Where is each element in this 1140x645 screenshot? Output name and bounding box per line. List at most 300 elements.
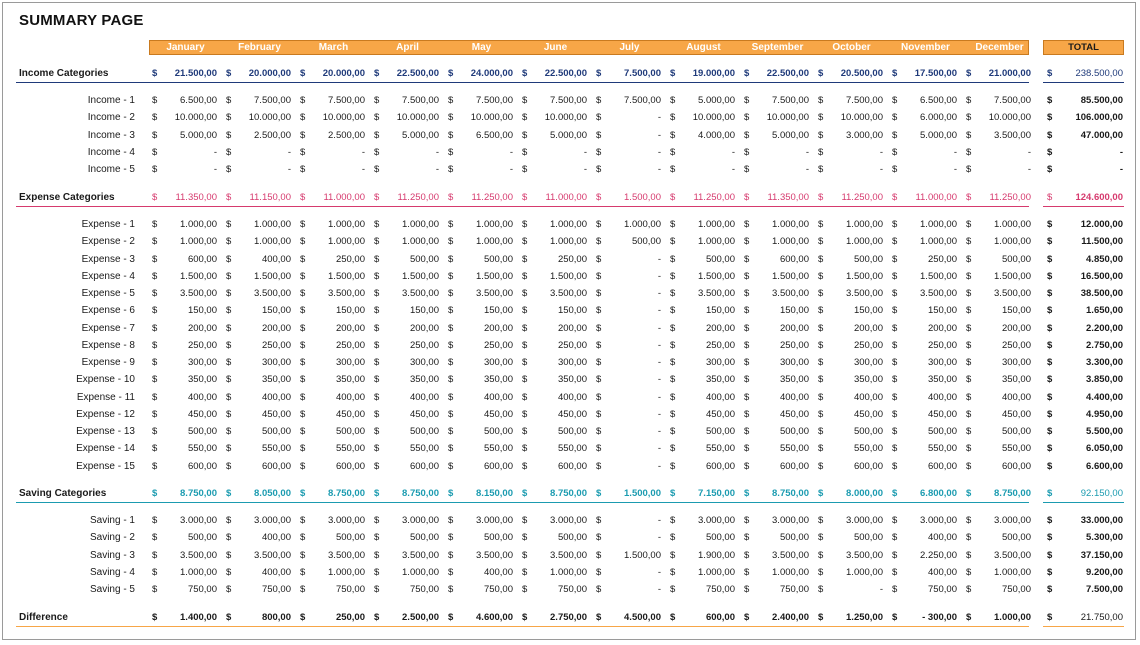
total-cell[interactable]: 33.000,00 — [1080, 515, 1123, 526]
total-cell[interactable]: - — [1119, 164, 1123, 175]
cell-october[interactable]: 8.000,00 — [846, 488, 883, 499]
cell-january[interactable]: 21.500,00 — [174, 68, 217, 79]
total-cell[interactable]: 21.750,00 — [1080, 612, 1123, 623]
cell-january[interactable]: 1.000,00 — [180, 236, 217, 248]
cell-may[interactable]: 550,00 — [483, 443, 513, 455]
cell-october[interactable]: 350,00 — [853, 374, 883, 386]
cell-march[interactable]: 3.000,00 — [328, 515, 365, 526]
cell-march[interactable]: 7.500,00 — [328, 95, 365, 106]
total-cell[interactable]: 11.500,00 — [1081, 236, 1123, 248]
cell-april[interactable]: 300,00 — [409, 357, 439, 368]
cell-may[interactable]: 1.500,00 — [476, 270, 513, 282]
total-cell[interactable]: 3.850,00 — [1086, 374, 1123, 386]
cell-october[interactable]: 250,00 — [853, 339, 883, 351]
cell-august[interactable]: 500,00 — [705, 253, 735, 265]
cell-june[interactable]: 250,00 — [557, 339, 587, 351]
total-cell[interactable]: 6.600,00 — [1086, 460, 1123, 472]
cell-february[interactable]: 1.000,00 — [254, 219, 291, 230]
total-cell[interactable]: 9.200,00 — [1086, 566, 1123, 578]
cell-september[interactable]: 750,00 — [779, 584, 809, 595]
cell-january[interactable]: 8.750,00 — [180, 488, 217, 499]
cell-november[interactable]: 750,00 — [927, 584, 957, 595]
cell-february[interactable]: 3.500,00 — [254, 288, 291, 299]
cell-march[interactable]: 1.500,00 — [328, 270, 365, 282]
cell-december[interactable]: 300,00 — [1001, 357, 1031, 368]
cell-november[interactable]: 400,00 — [927, 532, 957, 544]
cell-november[interactable]: 500,00 — [927, 426, 957, 437]
cell-february[interactable]: 450,00 — [261, 408, 291, 420]
cell-february[interactable]: 3.500,00 — [254, 549, 291, 561]
cell-december[interactable]: 3.500,00 — [994, 129, 1031, 141]
cell-october[interactable]: 1.000,00 — [846, 219, 883, 230]
cell-august[interactable]: 750,00 — [705, 584, 735, 595]
cell-august[interactable]: 300,00 — [705, 357, 735, 368]
cell-march[interactable]: 11.000,00 — [323, 192, 365, 203]
cell-march[interactable]: 250,00 — [335, 612, 365, 623]
cell-may[interactable]: 3.500,00 — [476, 288, 513, 299]
cell-february[interactable]: 3.000,00 — [254, 515, 291, 526]
cell-april[interactable]: 10.000,00 — [396, 112, 439, 124]
cell-may[interactable]: 500,00 — [483, 532, 513, 544]
cell-july[interactable]: 7.500,00 — [624, 68, 661, 79]
cell-september[interactable]: 1.000,00 — [772, 236, 809, 248]
cell-april[interactable]: 500,00 — [409, 532, 439, 544]
cell-january[interactable]: 3.500,00 — [180, 549, 217, 561]
cell-june[interactable]: 500,00 — [557, 532, 587, 544]
total-cell[interactable]: 37.150,00 — [1080, 549, 1123, 561]
cell-october[interactable]: 450,00 — [853, 408, 883, 420]
cell-april[interactable]: 550,00 — [409, 443, 439, 455]
cell-november[interactable]: 6.800,00 — [920, 488, 957, 499]
cell-september[interactable]: - — [805, 146, 809, 158]
cell-april[interactable]: 500,00 — [409, 253, 439, 265]
cell-january[interactable]: 350,00 — [187, 374, 217, 386]
cell-september[interactable]: 500,00 — [779, 426, 809, 437]
cell-june[interactable]: 150,00 — [557, 305, 587, 317]
cell-september[interactable]: 600,00 — [779, 460, 809, 472]
cell-august[interactable]: 5.000,00 — [698, 95, 735, 106]
cell-february[interactable]: 400,00 — [261, 566, 291, 578]
cell-august[interactable]: 350,00 — [705, 374, 735, 386]
cell-october[interactable]: 500,00 — [853, 426, 883, 437]
cell-may[interactable]: 400,00 — [483, 391, 513, 403]
cell-september[interactable]: 3.000,00 — [772, 515, 809, 526]
cell-september[interactable]: 450,00 — [779, 408, 809, 420]
cell-april[interactable]: 5.000,00 — [402, 129, 439, 141]
cell-february[interactable]: 400,00 — [261, 532, 291, 544]
cell-february[interactable]: 250,00 — [261, 339, 291, 351]
cell-january[interactable]: 200,00 — [187, 322, 217, 334]
cell-january[interactable]: - — [213, 164, 217, 175]
cell-december[interactable]: 1.000,00 — [994, 612, 1031, 623]
cell-december[interactable]: - — [1027, 164, 1031, 175]
cell-august[interactable]: 1.500,00 — [698, 270, 735, 282]
cell-june[interactable]: 750,00 — [557, 584, 587, 595]
cell-november[interactable]: 17.500,00 — [914, 68, 957, 79]
cell-july[interactable]: - — [657, 288, 661, 299]
cell-january[interactable]: 150,00 — [187, 305, 217, 317]
cell-november[interactable]: 1.000,00 — [920, 236, 957, 248]
cell-september[interactable]: 600,00 — [779, 253, 809, 265]
total-cell[interactable]: 4.950,00 — [1086, 408, 1123, 420]
total-cell[interactable]: 1.650,00 — [1086, 305, 1123, 317]
cell-may[interactable]: 3.500,00 — [476, 549, 513, 561]
cell-september[interactable]: 300,00 — [779, 357, 809, 368]
cell-september[interactable]: 22.500,00 — [766, 68, 809, 79]
cell-december[interactable]: 400,00 — [1001, 391, 1031, 403]
cell-december[interactable]: 11.250,00 — [989, 192, 1031, 203]
cell-april[interactable]: 400,00 — [409, 391, 439, 403]
cell-july[interactable]: 1.500,00 — [624, 192, 661, 203]
cell-april[interactable]: 1.000,00 — [402, 566, 439, 578]
cell-january[interactable]: 5.000,00 — [180, 129, 217, 141]
cell-november[interactable]: 11.000,00 — [915, 192, 957, 203]
cell-july[interactable]: - — [657, 112, 661, 124]
cell-february[interactable]: 750,00 — [261, 584, 291, 595]
cell-august[interactable]: - — [731, 164, 735, 175]
cell-january[interactable]: 300,00 — [187, 357, 217, 368]
cell-june[interactable]: 600,00 — [557, 460, 587, 472]
cell-february[interactable]: 10.000,00 — [248, 112, 291, 124]
cell-june[interactable]: 350,00 — [557, 374, 587, 386]
cell-october[interactable]: 10.000,00 — [840, 112, 883, 124]
cell-november[interactable]: 3.000,00 — [920, 515, 957, 526]
cell-august[interactable]: 1.900,00 — [698, 549, 735, 561]
cell-may[interactable]: 8.150,00 — [476, 488, 513, 499]
cell-july[interactable]: - — [657, 515, 661, 526]
cell-october[interactable]: 1.500,00 — [846, 270, 883, 282]
cell-june[interactable]: 7.500,00 — [550, 95, 587, 106]
cell-november[interactable]: 300,00 — [927, 357, 957, 368]
cell-december[interactable]: 600,00 — [1001, 460, 1031, 472]
cell-september[interactable]: 3.500,00 — [772, 288, 809, 299]
cell-december[interactable]: 1.000,00 — [994, 219, 1031, 230]
cell-april[interactable]: 3.500,00 — [402, 549, 439, 561]
cell-june[interactable]: 200,00 — [557, 322, 587, 334]
cell-february[interactable]: 11.150,00 — [249, 192, 291, 203]
cell-december[interactable]: - — [1027, 146, 1031, 158]
cell-april[interactable]: - — [435, 146, 439, 158]
cell-november[interactable]: 400,00 — [927, 566, 957, 578]
cell-july[interactable]: - — [657, 374, 661, 386]
cell-february[interactable]: 1.000,00 — [254, 236, 291, 248]
cell-march[interactable]: 1.000,00 — [328, 566, 365, 578]
cell-july[interactable]: - — [657, 391, 661, 403]
cell-april[interactable]: 1.500,00 — [402, 270, 439, 282]
cell-september[interactable]: 350,00 — [779, 374, 809, 386]
cell-december[interactable]: 500,00 — [1001, 253, 1031, 265]
cell-august[interactable]: 19.000,00 — [692, 68, 735, 79]
cell-may[interactable]: 250,00 — [483, 339, 513, 351]
cell-september[interactable]: 1.000,00 — [772, 219, 809, 230]
cell-july[interactable]: - — [657, 460, 661, 472]
cell-march[interactable]: 500,00 — [335, 426, 365, 437]
cell-january[interactable]: 10.000,00 — [174, 112, 217, 124]
total-cell[interactable]: 7.500,00 — [1086, 584, 1123, 595]
total-cell[interactable]: 92.150,00 — [1080, 488, 1123, 499]
cell-december[interactable]: 200,00 — [1001, 322, 1031, 334]
cell-november[interactable]: 600,00 — [927, 460, 957, 472]
total-cell[interactable]: 12.000,00 — [1080, 219, 1123, 230]
cell-january[interactable]: - — [213, 146, 217, 158]
cell-october[interactable]: 300,00 — [853, 357, 883, 368]
cell-march[interactable]: 3.500,00 — [328, 288, 365, 299]
cell-november[interactable]: 250,00 — [927, 339, 957, 351]
total-cell[interactable]: 238.500,00 — [1075, 68, 1123, 79]
cell-september[interactable]: 3.500,00 — [772, 549, 809, 561]
cell-june[interactable]: 250,00 — [557, 253, 587, 265]
cell-june[interactable]: 2.750,00 — [550, 612, 587, 623]
cell-july[interactable]: - — [657, 408, 661, 420]
cell-september[interactable]: - — [805, 164, 809, 175]
cell-march[interactable]: 3.500,00 — [328, 549, 365, 561]
total-cell[interactable]: 47.000,00 — [1080, 129, 1123, 141]
cell-january[interactable]: 500,00 — [187, 426, 217, 437]
cell-april[interactable]: 250,00 — [409, 339, 439, 351]
cell-december[interactable]: 350,00 — [1001, 374, 1031, 386]
cell-april[interactable]: 150,00 — [409, 305, 439, 317]
cell-february[interactable]: 800,00 — [261, 612, 291, 623]
cell-november[interactable]: 6.000,00 — [920, 112, 957, 124]
cell-april[interactable]: 3.000,00 — [402, 515, 439, 526]
cell-march[interactable]: 200,00 — [335, 322, 365, 334]
cell-june[interactable]: 11.000,00 — [545, 192, 587, 203]
cell-november[interactable]: 1.000,00 — [920, 219, 957, 230]
cell-september[interactable]: 8.750,00 — [772, 488, 809, 499]
cell-june[interactable]: 3.500,00 — [550, 288, 587, 299]
cell-september[interactable]: 400,00 — [779, 391, 809, 403]
total-cell[interactable]: 124.600,00 — [1075, 192, 1123, 203]
cell-september[interactable]: 550,00 — [779, 443, 809, 455]
cell-may[interactable]: 6.500,00 — [476, 129, 513, 141]
cell-march[interactable]: 350,00 — [335, 374, 365, 386]
cell-july[interactable]: - — [657, 426, 661, 437]
cell-october[interactable]: 500,00 — [853, 253, 883, 265]
cell-may[interactable]: 150,00 — [483, 305, 513, 317]
cell-december[interactable]: 3.500,00 — [994, 288, 1031, 299]
cell-may[interactable]: 3.000,00 — [476, 515, 513, 526]
cell-may[interactable]: 450,00 — [483, 408, 513, 420]
cell-november[interactable]: 3.500,00 — [920, 288, 957, 299]
cell-january[interactable]: 750,00 — [187, 584, 217, 595]
total-cell[interactable]: 4.850,00 — [1086, 253, 1123, 265]
cell-may[interactable]: 500,00 — [483, 426, 513, 437]
cell-may[interactable]: 24.000,00 — [470, 68, 513, 79]
cell-january[interactable]: 3.500,00 — [180, 288, 217, 299]
cell-may[interactable]: 600,00 — [483, 460, 513, 472]
cell-february[interactable]: - — [287, 164, 291, 175]
cell-september[interactable]: 10.000,00 — [766, 112, 809, 124]
cell-november[interactable]: - — [953, 164, 957, 175]
cell-may[interactable]: 1.000,00 — [476, 219, 513, 230]
cell-july[interactable]: 1.000,00 — [624, 219, 661, 230]
cell-july[interactable]: - — [657, 146, 661, 158]
cell-october[interactable]: 1.000,00 — [846, 236, 883, 248]
cell-august[interactable]: 10.000,00 — [692, 112, 735, 124]
cell-march[interactable]: 500,00 — [335, 532, 365, 544]
cell-march[interactable]: 550,00 — [335, 443, 365, 455]
cell-july[interactable]: - — [657, 584, 661, 595]
cell-october[interactable]: 1.000,00 — [846, 566, 883, 578]
cell-september[interactable]: 200,00 — [779, 322, 809, 334]
cell-august[interactable]: 11.250,00 — [693, 192, 735, 203]
cell-july[interactable]: - — [657, 253, 661, 265]
cell-march[interactable]: - — [361, 146, 365, 158]
cell-january[interactable]: 250,00 — [187, 339, 217, 351]
cell-december[interactable]: 550,00 — [1001, 443, 1031, 455]
cell-july[interactable]: 500,00 — [631, 236, 661, 248]
cell-november[interactable]: 350,00 — [927, 374, 957, 386]
cell-december[interactable]: 8.750,00 — [994, 488, 1031, 499]
cell-april[interactable]: 450,00 — [409, 408, 439, 420]
cell-october[interactable]: 7.500,00 — [846, 95, 883, 106]
cell-november[interactable]: 6.500,00 — [920, 95, 957, 106]
cell-march[interactable]: 10.000,00 — [322, 112, 365, 124]
cell-june[interactable]: 550,00 — [557, 443, 587, 455]
cell-march[interactable]: 8.750,00 — [328, 488, 365, 499]
cell-november[interactable]: 1.500,00 — [920, 270, 957, 282]
cell-september[interactable]: 150,00 — [779, 305, 809, 317]
cell-may[interactable]: - — [509, 164, 513, 175]
cell-february[interactable]: 150,00 — [261, 305, 291, 317]
cell-august[interactable]: 200,00 — [705, 322, 735, 334]
cell-november[interactable]: 150,00 — [927, 305, 957, 317]
cell-june[interactable]: 10.000,00 — [544, 112, 587, 124]
cell-august[interactable]: 3.000,00 — [698, 515, 735, 526]
cell-february[interactable]: 500,00 — [261, 426, 291, 437]
cell-october[interactable]: - — [879, 164, 883, 175]
cell-february[interactable]: 600,00 — [261, 460, 291, 472]
cell-february[interactable]: 20.000,00 — [248, 68, 291, 79]
cell-june[interactable]: 1.000,00 — [550, 219, 587, 230]
total-cell[interactable]: - — [1119, 146, 1123, 158]
cell-february[interactable]: 550,00 — [261, 443, 291, 455]
cell-july[interactable]: 1.500,00 — [624, 488, 661, 499]
cell-march[interactable]: - — [361, 164, 365, 175]
cell-january[interactable]: 500,00 — [187, 532, 217, 544]
cell-december[interactable]: 1.000,00 — [994, 236, 1031, 248]
cell-october[interactable]: - — [879, 146, 883, 158]
cell-may[interactable]: 4.600,00 — [476, 612, 513, 623]
cell-march[interactable]: 2.500,00 — [328, 129, 365, 141]
cell-june[interactable]: 1.000,00 — [550, 236, 587, 248]
cell-january[interactable]: 450,00 — [187, 408, 217, 420]
cell-september[interactable]: 1.000,00 — [772, 566, 809, 578]
cell-march[interactable]: 750,00 — [335, 584, 365, 595]
cell-december[interactable]: 3.500,00 — [994, 549, 1031, 561]
cell-september[interactable]: 2.400,00 — [772, 612, 809, 623]
cell-august[interactable]: 400,00 — [705, 391, 735, 403]
cell-june[interactable]: 450,00 — [557, 408, 587, 420]
cell-june[interactable]: 3.500,00 — [550, 549, 587, 561]
cell-january[interactable]: 3.000,00 — [180, 515, 217, 526]
cell-july[interactable]: - — [657, 305, 661, 317]
cell-february[interactable]: 200,00 — [261, 322, 291, 334]
cell-august[interactable]: 600,00 — [705, 460, 735, 472]
cell-august[interactable]: 1.000,00 — [698, 566, 735, 578]
cell-september[interactable]: 250,00 — [779, 339, 809, 351]
cell-january[interactable]: 11.350,00 — [175, 192, 217, 203]
total-cell[interactable]: 5.500,00 — [1086, 426, 1123, 437]
cell-december[interactable]: 450,00 — [1001, 408, 1031, 420]
cell-february[interactable]: 7.500,00 — [254, 95, 291, 106]
cell-august[interactable]: 1.000,00 — [698, 236, 735, 248]
cell-may[interactable]: 350,00 — [483, 374, 513, 386]
cell-march[interactable]: 1.000,00 — [328, 236, 365, 248]
cell-december[interactable]: 250,00 — [1001, 339, 1031, 351]
cell-october[interactable]: 3.500,00 — [846, 549, 883, 561]
cell-december[interactable]: 21.000,00 — [988, 68, 1031, 79]
cell-august[interactable]: - — [731, 146, 735, 158]
total-cell[interactable]: 38.500,00 — [1080, 288, 1123, 299]
cell-november[interactable]: 450,00 — [927, 408, 957, 420]
cell-january[interactable]: 1.000,00 — [180, 219, 217, 230]
cell-march[interactable]: 400,00 — [335, 391, 365, 403]
cell-june[interactable]: 8.750,00 — [550, 488, 587, 499]
cell-march[interactable]: 20.000,00 — [322, 68, 365, 79]
cell-june[interactable]: 500,00 — [557, 426, 587, 437]
cell-december[interactable]: 150,00 — [1001, 305, 1031, 317]
cell-july[interactable]: 7.500,00 — [624, 95, 661, 106]
total-cell[interactable]: 85.500,00 — [1080, 95, 1123, 106]
cell-march[interactable]: 250,00 — [335, 253, 365, 265]
cell-october[interactable]: 3.000,00 — [846, 515, 883, 526]
total-cell[interactable]: 16.500,00 — [1080, 270, 1123, 282]
cell-november[interactable]: 250,00 — [927, 253, 957, 265]
cell-june[interactable]: 3.000,00 — [550, 515, 587, 526]
cell-august[interactable]: 450,00 — [705, 408, 735, 420]
cell-april[interactable]: 2.500,00 — [402, 612, 439, 623]
cell-september[interactable]: 1.500,00 — [772, 270, 809, 282]
cell-february[interactable]: 1.500,00 — [254, 270, 291, 282]
cell-january[interactable]: 550,00 — [187, 443, 217, 455]
total-cell[interactable]: 3.300,00 — [1086, 357, 1123, 368]
cell-october[interactable]: 11.250,00 — [841, 192, 883, 203]
cell-july[interactable]: 1.500,00 — [624, 549, 661, 561]
cell-august[interactable]: 7.150,00 — [698, 488, 735, 499]
cell-october[interactable]: 600,00 — [853, 460, 883, 472]
cell-august[interactable]: 3.500,00 — [698, 288, 735, 299]
cell-january[interactable]: 600,00 — [187, 253, 217, 265]
cell-march[interactable]: 600,00 — [335, 460, 365, 472]
cell-october[interactable]: 400,00 — [853, 391, 883, 403]
cell-may[interactable]: 300,00 — [483, 357, 513, 368]
cell-january[interactable]: 1.500,00 — [180, 270, 217, 282]
cell-july[interactable]: - — [657, 532, 661, 544]
cell-april[interactable]: 1.000,00 — [402, 236, 439, 248]
cell-april[interactable]: 8.750,00 — [402, 488, 439, 499]
cell-august[interactable]: 1.000,00 — [698, 219, 735, 230]
cell-april[interactable]: 11.250,00 — [397, 192, 439, 203]
cell-december[interactable]: 500,00 — [1001, 426, 1031, 437]
cell-january[interactable]: 400,00 — [187, 391, 217, 403]
cell-april[interactable]: 350,00 — [409, 374, 439, 386]
total-cell[interactable]: 2.750,00 — [1086, 339, 1123, 351]
cell-november[interactable]: 400,00 — [927, 391, 957, 403]
cell-april[interactable]: 3.500,00 — [402, 288, 439, 299]
cell-march[interactable]: 450,00 — [335, 408, 365, 420]
cell-february[interactable]: 350,00 — [261, 374, 291, 386]
cell-june[interactable]: 5.000,00 — [550, 129, 587, 141]
cell-july[interactable]: - — [657, 129, 661, 141]
cell-may[interactable]: 1.000,00 — [476, 236, 513, 248]
cell-april[interactable]: 22.500,00 — [396, 68, 439, 79]
cell-october[interactable]: 550,00 — [853, 443, 883, 455]
cell-november[interactable]: 550,00 — [927, 443, 957, 455]
cell-september[interactable]: 5.000,00 — [772, 129, 809, 141]
cell-october[interactable]: 200,00 — [853, 322, 883, 334]
cell-february[interactable]: 400,00 — [261, 253, 291, 265]
